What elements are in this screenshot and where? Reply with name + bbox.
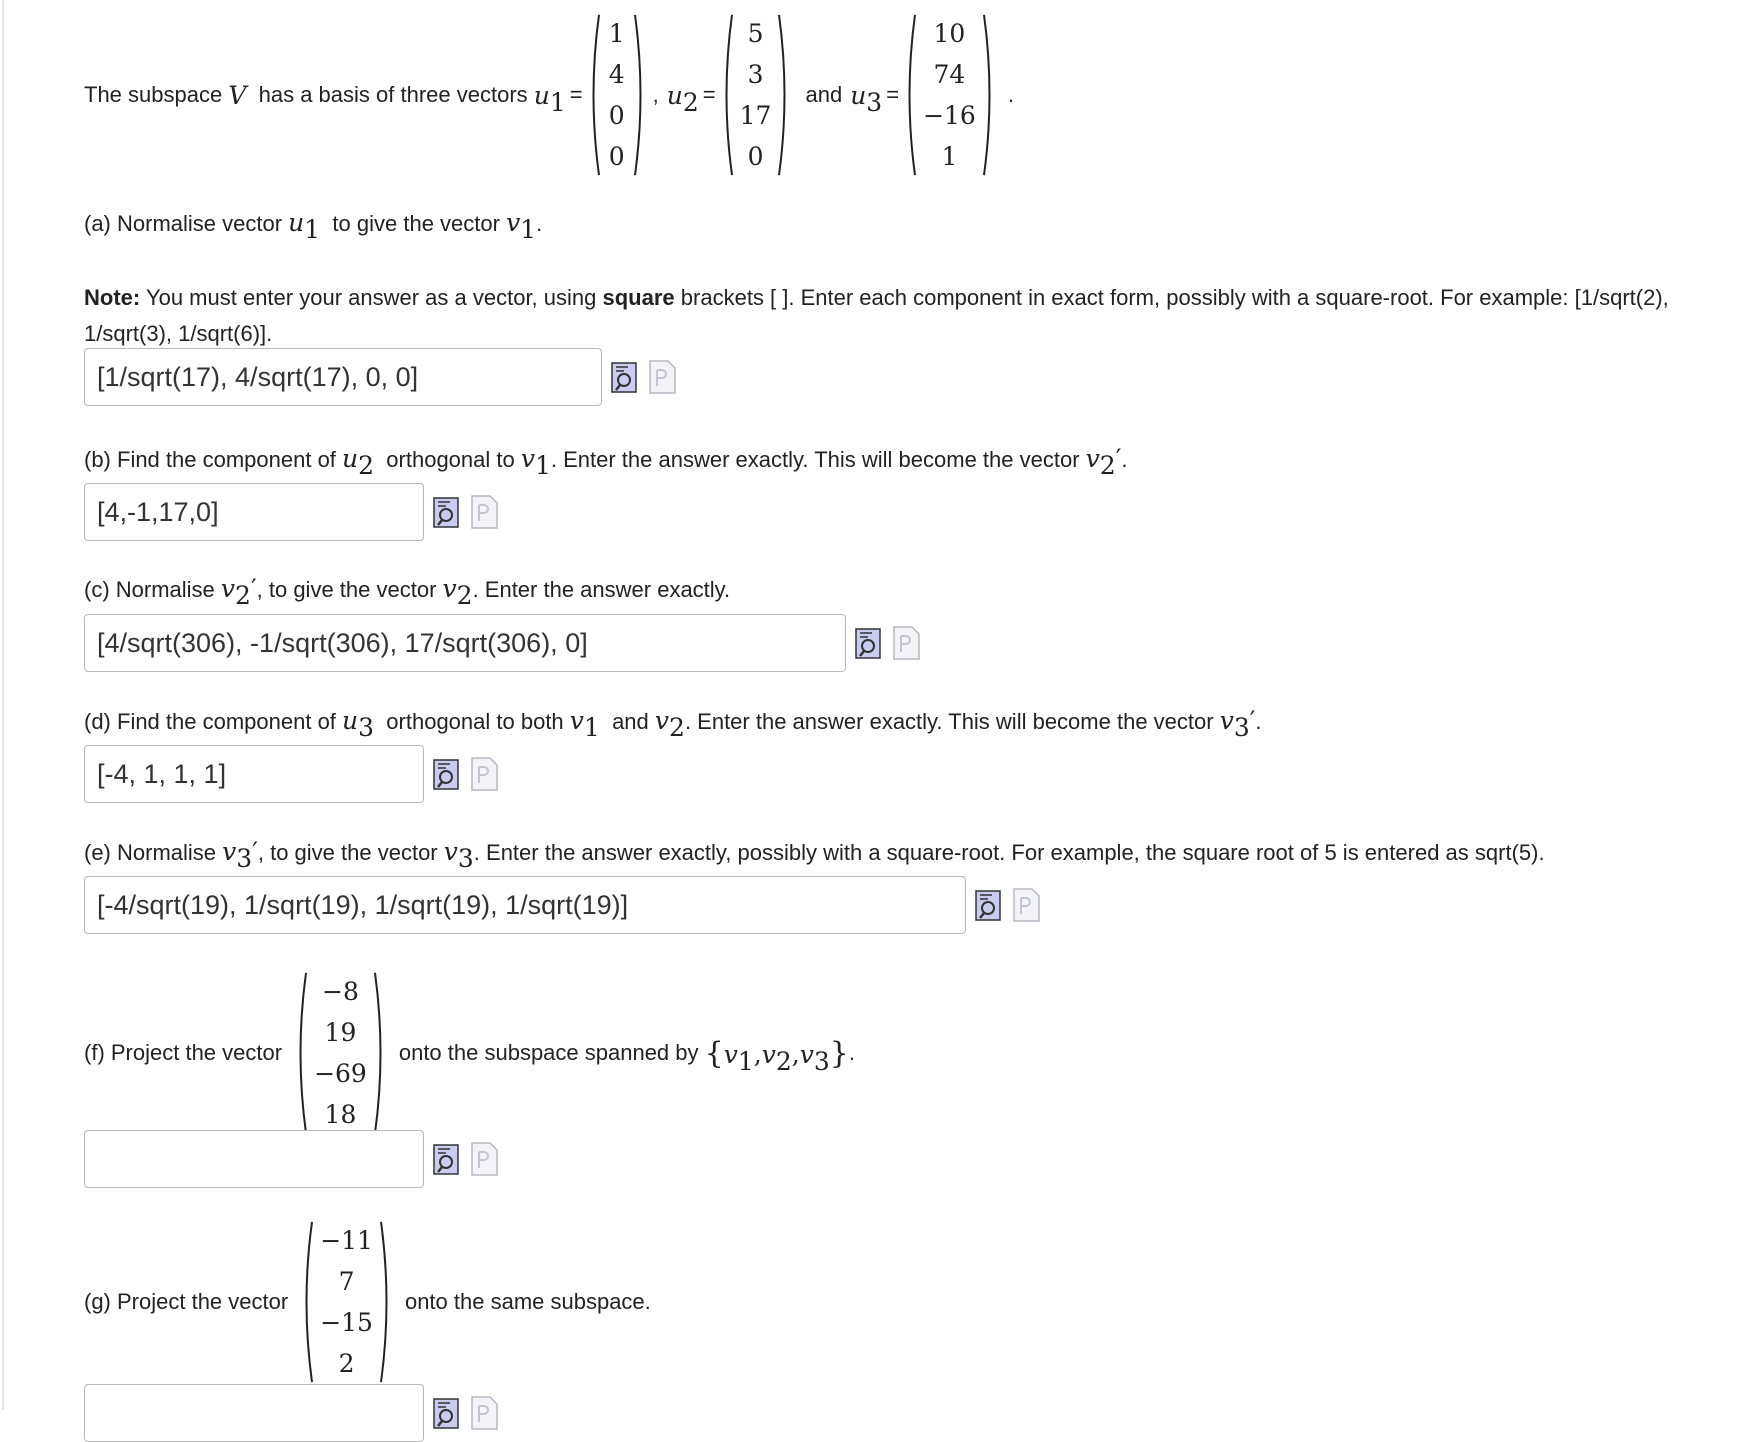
pdf-page-icon[interactable] <box>649 360 677 394</box>
part-f-vector-entry: 18 <box>324 1100 357 1129</box>
preview-magnifier-icon[interactable] <box>611 360 639 394</box>
u3-entry: 10 <box>933 19 966 48</box>
u3-entry: −16 <box>923 101 976 130</box>
intro-text-before: The subspace <box>84 82 223 107</box>
preview-magnifier-icon[interactable] <box>855 626 883 660</box>
preview-magnifier-icon[interactable] <box>433 1142 461 1176</box>
part-a-answer-input[interactable] <box>84 348 602 406</box>
note-label: Note: <box>84 285 141 310</box>
part-a-note: Note: You must enter your answer as a vector, using square brackets [ ]. Enter each component in exact form, possibly with a square-root. For example: [1/sqrt(2), 1/sqrt(3), 1/sqrt(6)]. <box>84 285 1669 346</box>
u2-entry: 5 <box>747 19 764 48</box>
part-f-vector <box>294 971 387 1135</box>
part-c-answer-input[interactable] <box>84 614 846 672</box>
part-g-vector-entry: −11 <box>320 1226 373 1255</box>
intro-text-mid: has a basis of three vectors <box>258 82 528 107</box>
part-f-vector-entry: 19 <box>324 1018 357 1047</box>
part-g-answer-row <box>84 1384 499 1442</box>
part-b-prompt: (b) Find the component of $u_2$ orthogonal to $v_1$. Enter the answer exactly. This will become the vector $v_2'$. <box>84 444 1128 480</box>
part-f-prompt: (f) Project the vector −8 19 −69 18 onto the subspace spanned by $\{v_1,v_2,v_3\}$ . <box>84 968 855 1138</box>
part-g-prompt: (g) Project the vector −11 7 −15 2 onto the same subspace. <box>84 1222 651 1382</box>
u2-entry: 0 <box>747 142 764 171</box>
preview-magnifier-icon[interactable] <box>433 1396 461 1430</box>
u3-vector <box>903 13 996 177</box>
part-a-prompt: (a) Normalise vector $u_1$ to give the vector $v_1$. <box>84 208 543 244</box>
period: . <box>1007 82 1014 107</box>
part-b-answer-input[interactable] <box>84 483 424 541</box>
u2-entry: 17 <box>739 101 772 130</box>
part-b-answer-row <box>84 483 499 541</box>
part-g-vector-entry: 2 <box>338 1349 355 1378</box>
part-e-prompt: (e) Normalise $v_3'$, to give the vector $v_3$. Enter the answer exactly, possibly with a square-root. For example, the square root of 5 is entered as sqrt(5). <box>84 837 1545 873</box>
u1-entry: 4 <box>608 60 625 89</box>
subspace-symbol: V <box>228 80 247 110</box>
part-c-answer-row <box>84 614 921 672</box>
comma: , <box>652 82 659 107</box>
pdf-page-icon[interactable] <box>471 757 499 791</box>
part-g-vector <box>300 1220 393 1384</box>
u2-entry: 3 <box>747 60 764 89</box>
u1-label: $u_1$ <box>533 80 566 117</box>
part-e-answer-input[interactable] <box>84 876 966 934</box>
part-d-answer-row <box>84 745 499 803</box>
preview-magnifier-icon[interactable] <box>433 757 461 791</box>
part-c-prompt: (c) Normalise $v_2'$, to give the vector $v_2$. Enter the answer exactly. <box>84 574 731 610</box>
part-f-vector-entry: −8 <box>322 977 359 1006</box>
part-d-answer-input[interactable] <box>84 745 424 803</box>
u3-label: $u_3$ <box>850 80 883 117</box>
part-g-vector-entry: −15 <box>320 1308 373 1337</box>
pdf-page-icon[interactable] <box>471 1396 499 1430</box>
u1-entry: 0 <box>608 101 625 130</box>
span-set: $\{v_1,v_2,v_3\}$ <box>704 1035 849 1076</box>
preview-magnifier-icon[interactable] <box>975 888 1003 922</box>
part-f-vector-entry: −69 <box>314 1059 367 1088</box>
u2-label: $u_2$ <box>666 80 699 117</box>
equals-sign: = <box>569 82 583 107</box>
u2-vector <box>720 13 792 177</box>
part-f-answer-input[interactable] <box>84 1130 424 1188</box>
u1-vector <box>587 13 647 177</box>
intro-line: The subspace V has a basis of three vectors $u_1$ = 1 4 0 0 , $u_2$ = 5 3 17 0 and $u_3$ = 10 74 −16 1 . <box>84 10 1014 180</box>
u1-entry: 0 <box>608 142 625 171</box>
part-d-prompt: (d) Find the component of $u_3$ orthogonal to both $v_1$ and $v_2$. Enter the answer exactly. This will become the vector $v_3'$. <box>84 706 1262 742</box>
left-border <box>2 0 4 1410</box>
preview-magnifier-icon[interactable] <box>433 495 461 529</box>
part-g-vector-entry: 7 <box>338 1267 355 1296</box>
part-f-answer-row <box>84 1130 499 1188</box>
pdf-page-icon[interactable] <box>471 495 499 529</box>
u3-entry: 1 <box>941 142 958 171</box>
part-e-answer-row <box>84 876 1041 934</box>
and-text: and <box>805 82 843 107</box>
part-g-answer-input[interactable] <box>84 1384 424 1442</box>
u3-entry: 74 <box>933 60 966 89</box>
pdf-page-icon[interactable] <box>893 626 921 660</box>
pdf-page-icon[interactable] <box>471 1142 499 1176</box>
u1-entry: 1 <box>608 19 625 48</box>
part-a-answer-row <box>84 348 677 406</box>
pdf-page-icon[interactable] <box>1013 888 1041 922</box>
